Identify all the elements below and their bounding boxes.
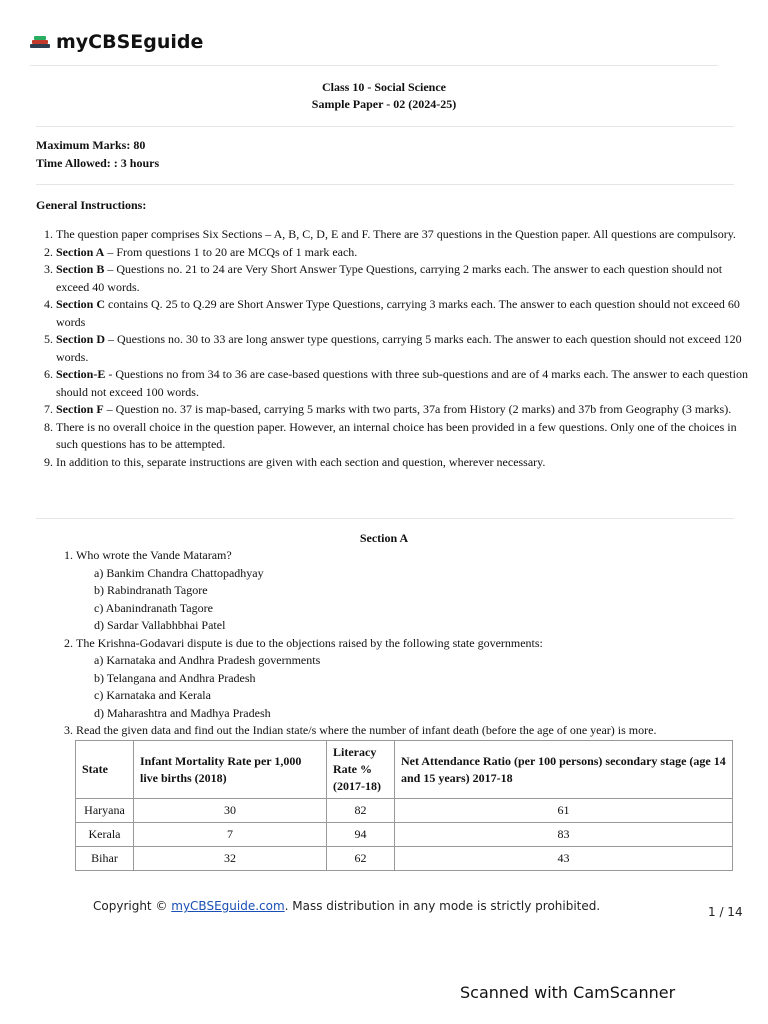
instruction-text: – Question no. 37 is map-based, carrying 5 marks with two parts, 37a from History (2 marks) and 37b from Geography (3 marks). <box>103 402 732 416</box>
class-title: Class 10 - Social Science <box>322 80 446 94</box>
answer-option: d) Maharashtra and Madhya Pradesh <box>94 705 271 720</box>
question-item <box>76 722 766 740</box>
answer-option: a) Karnataka and Andhra Pradesh governments <box>94 653 321 667</box>
instruction-text: contains Q. 25 to Q.29 are Short Answer Type Questions, carrying 3 marks each. The answer to each question should not exceed 60 words <box>56 297 740 329</box>
instruction-section-label: Section D <box>56 332 105 346</box>
table-row <box>76 847 733 871</box>
instruction-section-label: Section B <box>56 262 105 276</box>
question-item <box>76 635 766 723</box>
answer-option: b) Rabindranath Tagore <box>94 583 208 597</box>
instruction-text: - Questions no from 34 to 36 are case-based questions with three sub-questions and are of 4 marks each. The answer to each question should not exceed 100 words. <box>56 367 748 399</box>
table-cell: 83 <box>395 823 733 847</box>
option-list <box>76 652 766 722</box>
instruction-item <box>56 366 756 401</box>
table-row <box>76 799 733 823</box>
question-text: The Krishna-Godavari dispute is due to the objections raised by the following state governments: <box>76 635 543 650</box>
table-cell: 62 <box>327 847 395 871</box>
table-cell: Bihar <box>76 847 134 871</box>
instruction-item <box>56 226 756 244</box>
header-divider <box>30 65 718 66</box>
instruction-section-label: Section A <box>56 244 105 259</box>
table-cell: 30 <box>134 799 327 823</box>
divider <box>36 518 734 519</box>
answer-option: c) Abanindranath Tagore <box>94 600 213 615</box>
copyright-suffix: . Mass distribution in any mode is strictly prohibited. <box>284 899 601 913</box>
question-list <box>56 547 766 740</box>
table-cell: Haryana <box>76 799 134 823</box>
table-header-row <box>76 741 733 799</box>
instruction-item <box>56 419 756 454</box>
table-header-cell: Infant Mortality Rate per 1,000 live births (2018) <box>134 741 327 799</box>
site-header <box>30 28 203 56</box>
table-cell: 32 <box>134 847 327 871</box>
instruction-item <box>56 454 756 472</box>
instruction-text: – Questions no. 21 to 24 are Very Short Answer Type Questions, carrying 2 marks each. The answer to each question should not exceed 40 words. <box>56 262 723 294</box>
table-cell: Kerala <box>76 823 134 847</box>
table-cell: 43 <box>395 847 733 871</box>
instruction-section-label: Section F <box>56 402 104 416</box>
instructions-title: General Instructions: <box>36 198 147 212</box>
instructions-list <box>36 226 756 471</box>
copyright-prefix: Copyright © <box>93 899 172 913</box>
instruction-text: The question paper comprises Six Sections – A, B, C, D, E and F. There are 37 questions in the Question paper. All questions are compulsory. <box>56 227 736 241</box>
books-logo-icon <box>30 34 50 50</box>
instruction-text: In addition to this, separate instructions are given with each section and question, wherever necessary. <box>56 454 546 469</box>
page-number: 1 / 14 <box>708 905 743 919</box>
table-cell: 61 <box>395 799 733 823</box>
question-item <box>76 547 766 635</box>
option-list <box>76 565 766 635</box>
camscanner-watermark: Scanned with CamScanner <box>460 983 676 1002</box>
instruction-item <box>56 261 756 296</box>
state-data-table <box>75 740 733 871</box>
table-header-cell: Literacy Rate % (2017-18) <box>327 741 395 799</box>
table-cell: 7 <box>134 823 327 847</box>
max-marks: Maximum Marks: 80 <box>36 138 146 152</box>
question-text: Read the given data and find out the Indian state/s where the number of infant death (before the age of one year) is more. <box>76 723 657 737</box>
instruction-text: There is no overall choice in the question paper. However, an internal choice has been provided in a few questions. Only one of the choices in such questions has to be attempted. <box>56 419 737 451</box>
instruction-item <box>56 331 756 366</box>
instruction-item <box>56 244 756 262</box>
site-link[interactable]: myCBSEguide.com <box>171 899 285 913</box>
table-row <box>76 823 733 847</box>
answer-option: a) Bankim Chandra Chattopadhyay <box>94 565 264 580</box>
section-a-title: Section A <box>359 531 409 545</box>
instruction-text: – Questions no. 30 to 33 are long answer type questions, carrying 5 marks each. The answer to each question should not exceed 120 words. <box>56 332 742 364</box>
instruction-text: – From questions 1 to 20 are MCQs of 1 mark each. <box>104 244 358 259</box>
answer-option: c) Karnataka and Kerala <box>94 688 211 702</box>
time-allowed: Time Allowed: : 3 hours <box>36 156 160 170</box>
table-cell: 82 <box>327 799 395 823</box>
divider <box>36 184 734 185</box>
table-cell: 94 <box>327 823 395 847</box>
answer-option: d) Sardar Vallabhbhai Patel <box>94 618 226 632</box>
divider <box>36 126 734 127</box>
brand-name[interactable]: myCBSEguide <box>56 31 204 53</box>
instruction-section-label: Section-E <box>56 367 106 381</box>
question-text: Who wrote the Vande Mataram? <box>76 548 232 562</box>
copyright-footer <box>93 899 600 913</box>
sample-paper-title: Sample Paper - 02 (2024-25) <box>311 97 457 111</box>
instruction-item <box>56 401 756 419</box>
table-header-cell: Net Attendance Ratio (per 100 persons) secondary stage (age 14 and 15 years) 2017-18 <box>395 741 733 799</box>
instruction-section-label: Section C <box>56 297 105 311</box>
answer-option: b) Telangana and Andhra Pradesh <box>94 670 256 685</box>
table-header-cell: State <box>76 741 134 799</box>
instruction-item <box>56 296 756 331</box>
